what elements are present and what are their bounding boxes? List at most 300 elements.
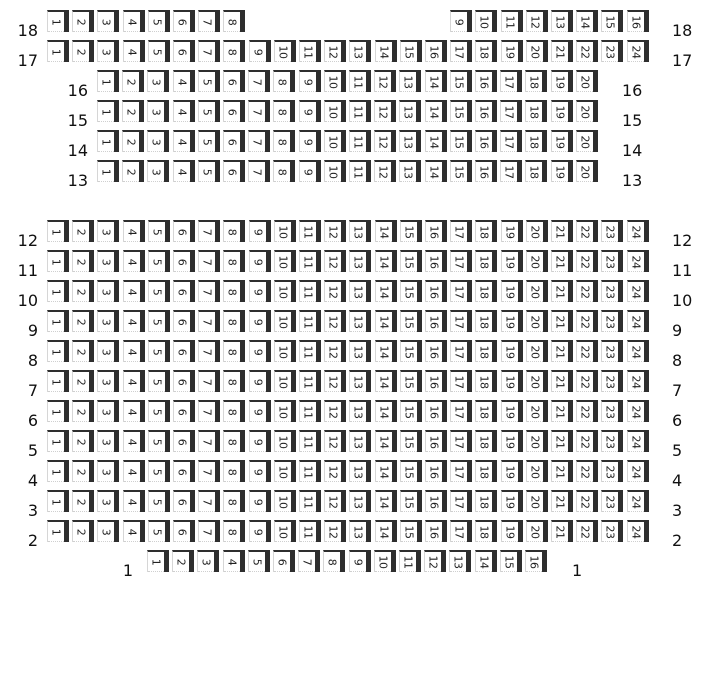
seat-14-9[interactable] — [299, 130, 321, 152]
seat-5-17[interactable] — [450, 430, 472, 452]
seat-16-14[interactable] — [425, 70, 447, 92]
seat-13-11[interactable] — [349, 160, 371, 182]
seat-11-6[interactable] — [173, 250, 195, 272]
seat-14-1[interactable] — [97, 130, 119, 152]
seat-1-1[interactable] — [147, 550, 169, 572]
seat-7-9[interactable] — [249, 370, 271, 392]
seat-6-13[interactable] — [349, 400, 371, 422]
seat-8-21[interactable] — [551, 340, 573, 362]
seat-18-14[interactable] — [576, 10, 598, 32]
seat-16-18[interactable] — [525, 70, 547, 92]
seat-9-20[interactable] — [526, 310, 548, 332]
seat-12-21[interactable] — [551, 220, 573, 242]
seat-2-6[interactable] — [173, 520, 195, 542]
seat-8-12[interactable] — [324, 340, 346, 362]
seat-10-15[interactable] — [400, 280, 422, 302]
seat-11-22[interactable] — [576, 250, 598, 272]
seat-2-4[interactable] — [123, 520, 145, 542]
seat-15-19[interactable] — [551, 100, 573, 122]
seat-7-21[interactable] — [551, 370, 573, 392]
seat-14-20[interactable] — [576, 130, 598, 152]
seat-7-22[interactable] — [576, 370, 598, 392]
seat-2-3[interactable] — [97, 520, 119, 542]
seat-5-2[interactable] — [72, 430, 94, 452]
seat-16-12[interactable] — [374, 70, 396, 92]
seat-4-4[interactable] — [123, 460, 145, 482]
seat-5-3[interactable] — [97, 430, 119, 452]
seat-5-10[interactable] — [274, 430, 296, 452]
seat-12-20[interactable] — [526, 220, 548, 242]
seat-16-20[interactable] — [576, 70, 598, 92]
seat-5-16[interactable] — [425, 430, 447, 452]
seat-8-22[interactable] — [576, 340, 598, 362]
seat-15-15[interactable] — [450, 100, 472, 122]
seat-13-16[interactable] — [475, 160, 497, 182]
seat-10-7[interactable] — [198, 280, 220, 302]
seat-15-13[interactable] — [399, 100, 421, 122]
seat-14-11[interactable] — [349, 130, 371, 152]
seat-4-24[interactable] — [627, 460, 649, 482]
seat-7-4[interactable] — [123, 370, 145, 392]
seat-18-5[interactable] — [148, 10, 170, 32]
seat-16-16[interactable] — [475, 70, 497, 92]
seat-16-8[interactable] — [273, 70, 295, 92]
seat-17-24[interactable] — [627, 40, 649, 62]
seat-15-17[interactable] — [500, 100, 522, 122]
seat-8-8[interactable] — [223, 340, 245, 362]
seat-11-10[interactable] — [274, 250, 296, 272]
seat-9-21[interactable] — [551, 310, 573, 332]
seat-15-1[interactable] — [97, 100, 119, 122]
seat-8-24[interactable] — [627, 340, 649, 362]
seat-7-2[interactable] — [72, 370, 94, 392]
seat-6-3[interactable] — [97, 400, 119, 422]
seat-17-23[interactable] — [601, 40, 623, 62]
seat-7-1[interactable] — [47, 370, 69, 392]
seat-17-16[interactable] — [425, 40, 447, 62]
seat-18-1[interactable] — [47, 10, 69, 32]
seat-11-5[interactable] — [148, 250, 170, 272]
seat-11-12[interactable] — [324, 250, 346, 272]
seat-8-9[interactable] — [249, 340, 271, 362]
seat-10-20[interactable] — [526, 280, 548, 302]
seat-9-9[interactable] — [249, 310, 271, 332]
seat-1-14[interactable] — [475, 550, 497, 572]
seat-7-5[interactable] — [148, 370, 170, 392]
seat-9-14[interactable] — [375, 310, 397, 332]
seat-13-2[interactable] — [122, 160, 144, 182]
seat-13-8[interactable] — [273, 160, 295, 182]
seat-6-15[interactable] — [400, 400, 422, 422]
seat-7-19[interactable] — [501, 370, 523, 392]
seat-8-5[interactable] — [148, 340, 170, 362]
seat-10-5[interactable] — [148, 280, 170, 302]
seat-4-7[interactable] — [198, 460, 220, 482]
seat-12-5[interactable] — [148, 220, 170, 242]
seat-18-3[interactable] — [97, 10, 119, 32]
seat-3-9[interactable] — [249, 490, 271, 512]
seat-17-11[interactable] — [299, 40, 321, 62]
seat-16-2[interactable] — [122, 70, 144, 92]
seat-3-20[interactable] — [526, 490, 548, 512]
seat-7-6[interactable] — [173, 370, 195, 392]
seat-2-20[interactable] — [526, 520, 548, 542]
seat-14-6[interactable] — [223, 130, 245, 152]
seat-17-14[interactable] — [375, 40, 397, 62]
seat-10-12[interactable] — [324, 280, 346, 302]
seat-15-6[interactable] — [223, 100, 245, 122]
seat-5-15[interactable] — [400, 430, 422, 452]
seat-10-10[interactable] — [274, 280, 296, 302]
seat-12-8[interactable] — [223, 220, 245, 242]
seat-11-1[interactable] — [47, 250, 69, 272]
seat-11-16[interactable] — [425, 250, 447, 272]
seat-12-1[interactable] — [47, 220, 69, 242]
seat-17-21[interactable] — [551, 40, 573, 62]
seat-1-3[interactable] — [197, 550, 219, 572]
seat-13-20[interactable] — [576, 160, 598, 182]
seat-7-14[interactable] — [375, 370, 397, 392]
seat-17-2[interactable] — [72, 40, 94, 62]
seat-1-16[interactable] — [525, 550, 547, 572]
seat-15-8[interactable] — [273, 100, 295, 122]
seat-6-2[interactable] — [72, 400, 94, 422]
seat-3-17[interactable] — [450, 490, 472, 512]
seat-7-18[interactable] — [475, 370, 497, 392]
seat-2-23[interactable] — [601, 520, 623, 542]
seat-4-1[interactable] — [47, 460, 69, 482]
seat-12-23[interactable] — [601, 220, 623, 242]
seat-5-24[interactable] — [627, 430, 649, 452]
seat-10-22[interactable] — [576, 280, 598, 302]
seat-13-4[interactable] — [173, 160, 195, 182]
seat-2-9[interactable] — [249, 520, 271, 542]
seat-8-11[interactable] — [299, 340, 321, 362]
seat-7-23[interactable] — [601, 370, 623, 392]
seat-1-12[interactable] — [424, 550, 446, 572]
seat-6-12[interactable] — [324, 400, 346, 422]
seat-9-19[interactable] — [501, 310, 523, 332]
seat-4-19[interactable] — [501, 460, 523, 482]
seat-4-21[interactable] — [551, 460, 573, 482]
seat-17-12[interactable] — [324, 40, 346, 62]
seat-18-4[interactable] — [123, 10, 145, 32]
seat-3-23[interactable] — [601, 490, 623, 512]
seat-17-1[interactable] — [47, 40, 69, 62]
seat-9-16[interactable] — [425, 310, 447, 332]
seat-6-9[interactable] — [249, 400, 271, 422]
seat-9-23[interactable] — [601, 310, 623, 332]
seat-10-16[interactable] — [425, 280, 447, 302]
seat-6-21[interactable] — [551, 400, 573, 422]
seat-3-4[interactable] — [123, 490, 145, 512]
seat-8-4[interactable] — [123, 340, 145, 362]
seat-3-5[interactable] — [148, 490, 170, 512]
seat-10-9[interactable] — [249, 280, 271, 302]
seat-9-13[interactable] — [349, 310, 371, 332]
seat-13-17[interactable] — [500, 160, 522, 182]
seat-8-13[interactable] — [349, 340, 371, 362]
seat-12-6[interactable] — [173, 220, 195, 242]
seat-2-15[interactable] — [400, 520, 422, 542]
seat-1-7[interactable] — [298, 550, 320, 572]
seat-3-24[interactable] — [627, 490, 649, 512]
seat-12-17[interactable] — [450, 220, 472, 242]
seat-17-9[interactable] — [249, 40, 271, 62]
seat-8-18[interactable] — [475, 340, 497, 362]
seat-13-7[interactable] — [248, 160, 270, 182]
seat-4-18[interactable] — [475, 460, 497, 482]
seat-15-20[interactable] — [576, 100, 598, 122]
seat-6-6[interactable] — [173, 400, 195, 422]
seat-1-10[interactable] — [374, 550, 396, 572]
seat-4-11[interactable] — [299, 460, 321, 482]
seat-8-6[interactable] — [173, 340, 195, 362]
seat-16-19[interactable] — [551, 70, 573, 92]
seat-7-12[interactable] — [324, 370, 346, 392]
seat-17-5[interactable] — [148, 40, 170, 62]
seat-3-10[interactable] — [274, 490, 296, 512]
seat-4-17[interactable] — [450, 460, 472, 482]
seat-6-16[interactable] — [425, 400, 447, 422]
seat-10-23[interactable] — [601, 280, 623, 302]
seat-2-1[interactable] — [47, 520, 69, 542]
seat-12-2[interactable] — [72, 220, 94, 242]
seat-10-17[interactable] — [450, 280, 472, 302]
seat-2-24[interactable] — [627, 520, 649, 542]
seat-17-6[interactable] — [173, 40, 195, 62]
seat-1-9[interactable] — [349, 550, 371, 572]
seat-9-7[interactable] — [198, 310, 220, 332]
seat-16-4[interactable] — [173, 70, 195, 92]
seat-7-7[interactable] — [198, 370, 220, 392]
seat-13-13[interactable] — [399, 160, 421, 182]
seat-1-2[interactable] — [172, 550, 194, 572]
seat-8-16[interactable] — [425, 340, 447, 362]
seat-14-15[interactable] — [450, 130, 472, 152]
seat-15-10[interactable] — [324, 100, 346, 122]
seat-5-11[interactable] — [299, 430, 321, 452]
seat-9-24[interactable] — [627, 310, 649, 332]
seat-11-11[interactable] — [299, 250, 321, 272]
seat-6-17[interactable] — [450, 400, 472, 422]
seat-8-1[interactable] — [47, 340, 69, 362]
seat-9-22[interactable] — [576, 310, 598, 332]
seat-14-14[interactable] — [425, 130, 447, 152]
seat-12-3[interactable] — [97, 220, 119, 242]
seat-11-14[interactable] — [375, 250, 397, 272]
seat-11-19[interactable] — [501, 250, 523, 272]
seat-13-6[interactable] — [223, 160, 245, 182]
seat-2-14[interactable] — [375, 520, 397, 542]
seat-3-12[interactable] — [324, 490, 346, 512]
seat-17-3[interactable] — [97, 40, 119, 62]
seat-14-5[interactable] — [198, 130, 220, 152]
seat-12-16[interactable] — [425, 220, 447, 242]
seat-10-18[interactable] — [475, 280, 497, 302]
seat-11-8[interactable] — [223, 250, 245, 272]
seat-4-5[interactable] — [148, 460, 170, 482]
seat-10-1[interactable] — [47, 280, 69, 302]
seat-12-10[interactable] — [274, 220, 296, 242]
seat-6-10[interactable] — [274, 400, 296, 422]
seat-6-19[interactable] — [501, 400, 523, 422]
seat-4-10[interactable] — [274, 460, 296, 482]
seat-6-23[interactable] — [601, 400, 623, 422]
seat-15-3[interactable] — [147, 100, 169, 122]
seat-9-12[interactable] — [324, 310, 346, 332]
seat-14-7[interactable] — [248, 130, 270, 152]
seat-17-20[interactable] — [526, 40, 548, 62]
seat-6-4[interactable] — [123, 400, 145, 422]
seat-16-10[interactable] — [324, 70, 346, 92]
seat-8-3[interactable] — [97, 340, 119, 362]
seat-5-23[interactable] — [601, 430, 623, 452]
seat-18-7[interactable] — [198, 10, 220, 32]
seat-5-5[interactable] — [148, 430, 170, 452]
seat-7-16[interactable] — [425, 370, 447, 392]
seat-14-4[interactable] — [173, 130, 195, 152]
seat-2-11[interactable] — [299, 520, 321, 542]
seat-3-3[interactable] — [97, 490, 119, 512]
seat-5-7[interactable] — [198, 430, 220, 452]
seat-16-9[interactable] — [299, 70, 321, 92]
seat-14-16[interactable] — [475, 130, 497, 152]
seat-13-3[interactable] — [147, 160, 169, 182]
seat-3-14[interactable] — [375, 490, 397, 512]
seat-4-22[interactable] — [576, 460, 598, 482]
seat-3-22[interactable] — [576, 490, 598, 512]
seat-7-20[interactable] — [526, 370, 548, 392]
seat-5-14[interactable] — [375, 430, 397, 452]
seat-3-18[interactable] — [475, 490, 497, 512]
seat-6-18[interactable] — [475, 400, 497, 422]
seat-6-8[interactable] — [223, 400, 245, 422]
seat-4-20[interactable] — [526, 460, 548, 482]
seat-17-17[interactable] — [450, 40, 472, 62]
seat-18-12[interactable] — [526, 10, 548, 32]
seat-12-4[interactable] — [123, 220, 145, 242]
seat-6-7[interactable] — [198, 400, 220, 422]
seat-14-13[interactable] — [399, 130, 421, 152]
seat-12-12[interactable] — [324, 220, 346, 242]
seat-5-13[interactable] — [349, 430, 371, 452]
seat-1-5[interactable] — [248, 550, 270, 572]
seat-9-10[interactable] — [274, 310, 296, 332]
seat-7-17[interactable] — [450, 370, 472, 392]
seat-3-2[interactable] — [72, 490, 94, 512]
seat-3-13[interactable] — [349, 490, 371, 512]
seat-17-4[interactable] — [123, 40, 145, 62]
seat-11-20[interactable] — [526, 250, 548, 272]
seat-16-3[interactable] — [147, 70, 169, 92]
seat-10-2[interactable] — [72, 280, 94, 302]
seat-8-2[interactable] — [72, 340, 94, 362]
seat-18-11[interactable] — [501, 10, 523, 32]
seat-9-5[interactable] — [148, 310, 170, 332]
seat-11-21[interactable] — [551, 250, 573, 272]
seat-4-14[interactable] — [375, 460, 397, 482]
seat-14-3[interactable] — [147, 130, 169, 152]
seat-5-22[interactable] — [576, 430, 598, 452]
seat-15-14[interactable] — [425, 100, 447, 122]
seat-17-13[interactable] — [349, 40, 371, 62]
seat-9-18[interactable] — [475, 310, 497, 332]
seat-13-12[interactable] — [374, 160, 396, 182]
seat-9-3[interactable] — [97, 310, 119, 332]
seat-3-1[interactable] — [47, 490, 69, 512]
seat-1-15[interactable] — [500, 550, 522, 572]
seat-17-18[interactable] — [475, 40, 497, 62]
seat-16-15[interactable] — [450, 70, 472, 92]
seat-7-3[interactable] — [97, 370, 119, 392]
seat-3-6[interactable] — [173, 490, 195, 512]
seat-2-16[interactable] — [425, 520, 447, 542]
seat-9-2[interactable] — [72, 310, 94, 332]
seat-6-24[interactable] — [627, 400, 649, 422]
seat-2-12[interactable] — [324, 520, 346, 542]
seat-2-8[interactable] — [223, 520, 245, 542]
seat-4-8[interactable] — [223, 460, 245, 482]
seat-5-9[interactable] — [249, 430, 271, 452]
seat-13-15[interactable] — [450, 160, 472, 182]
seat-11-4[interactable] — [123, 250, 145, 272]
seat-3-21[interactable] — [551, 490, 573, 512]
seat-13-5[interactable] — [198, 160, 220, 182]
seat-5-12[interactable] — [324, 430, 346, 452]
seat-8-23[interactable] — [601, 340, 623, 362]
seat-18-6[interactable] — [173, 10, 195, 32]
seat-10-3[interactable] — [97, 280, 119, 302]
seat-2-21[interactable] — [551, 520, 573, 542]
seat-8-10[interactable] — [274, 340, 296, 362]
seat-4-2[interactable] — [72, 460, 94, 482]
seat-17-8[interactable] — [223, 40, 245, 62]
seat-12-19[interactable] — [501, 220, 523, 242]
seat-17-10[interactable] — [274, 40, 296, 62]
seat-9-15[interactable] — [400, 310, 422, 332]
seat-12-7[interactable] — [198, 220, 220, 242]
seat-13-9[interactable] — [299, 160, 321, 182]
seat-15-2[interactable] — [122, 100, 144, 122]
seat-15-18[interactable] — [525, 100, 547, 122]
seat-4-12[interactable] — [324, 460, 346, 482]
seat-15-16[interactable] — [475, 100, 497, 122]
seat-17-19[interactable] — [501, 40, 523, 62]
seat-5-20[interactable] — [526, 430, 548, 452]
seat-8-19[interactable] — [501, 340, 523, 362]
seat-8-7[interactable] — [198, 340, 220, 362]
seat-1-8[interactable] — [323, 550, 345, 572]
seat-2-10[interactable] — [274, 520, 296, 542]
seat-18-15[interactable] — [601, 10, 623, 32]
seat-14-8[interactable] — [273, 130, 295, 152]
seat-11-18[interactable] — [475, 250, 497, 272]
seat-14-2[interactable] — [122, 130, 144, 152]
seat-18-8[interactable] — [223, 10, 245, 32]
seat-10-8[interactable] — [223, 280, 245, 302]
seat-3-16[interactable] — [425, 490, 447, 512]
seat-11-3[interactable] — [97, 250, 119, 272]
seat-9-4[interactable] — [123, 310, 145, 332]
seat-2-22[interactable] — [576, 520, 598, 542]
seat-7-15[interactable] — [400, 370, 422, 392]
seat-4-9[interactable] — [249, 460, 271, 482]
seat-8-15[interactable] — [400, 340, 422, 362]
seat-11-7[interactable] — [198, 250, 220, 272]
seat-15-11[interactable] — [349, 100, 371, 122]
seat-11-9[interactable] — [249, 250, 271, 272]
